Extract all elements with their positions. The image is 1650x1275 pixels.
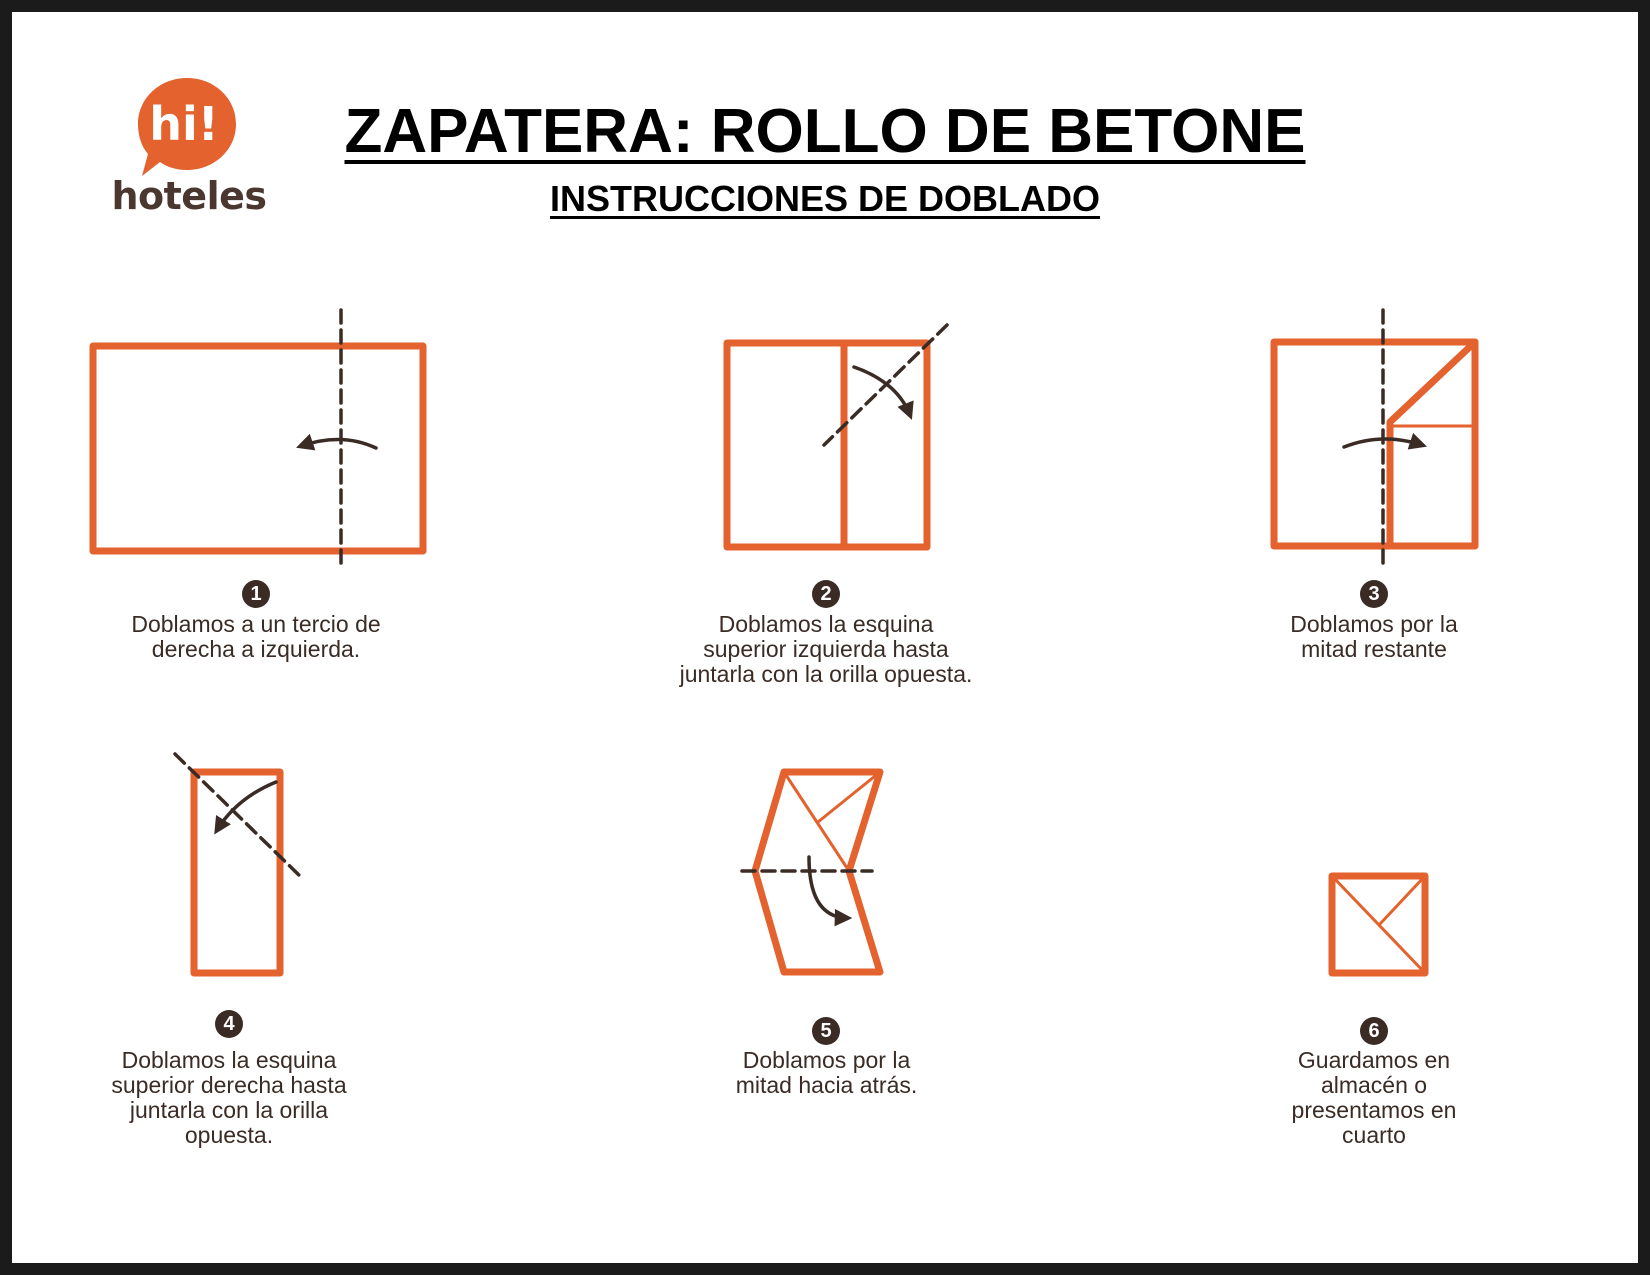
step-3-number: 3 (1360, 580, 1388, 608)
step-1-diagram (93, 310, 423, 567)
step-6-text: Guardamos en almacén o presentamos en cuarto (1291, 1047, 1457, 1148)
step-1-number: 1 (242, 580, 270, 608)
page-subtitle: INSTRUCCIONES DE DOBLADO (549, 178, 1101, 219)
step-1-text: Doblamos a un tercio de derecha a izquierda. (131, 611, 381, 662)
instruction-sheet (12, 12, 1638, 1263)
step-6-diagram (1332, 876, 1425, 973)
page-title: ZAPATERA: ROLLO DE BETONE (344, 97, 1306, 166)
fold-arrow-icon (809, 857, 847, 918)
step-2-diagram (727, 325, 947, 547)
step-4-text: Doblamos la esquina superior derecha hasta juntarla con la orilla opuesta. (111, 1047, 347, 1148)
step-2-text: Doblamos la esquina superior izquierda hasta juntarla con la orilla opuesta. (679, 611, 973, 687)
step-5-text: Doblamos por la mitad hacia atrás. (735, 1047, 918, 1098)
step-2-number: 2 (812, 580, 840, 608)
logo-wordmark: hoteles (111, 174, 267, 218)
step-4-diagram (175, 754, 303, 973)
step-4-number: 4 (215, 1010, 243, 1038)
step-5-number: 5 (812, 1017, 840, 1045)
step-6-number: 6 (1360, 1017, 1388, 1045)
fold-arrow-icon (301, 439, 376, 448)
step-3-diagram (1274, 310, 1475, 568)
logo-bubble-text: hi! (149, 97, 219, 151)
step-3-text: Doblamos por la mitad restante (1290, 611, 1458, 662)
step-5-diagram (742, 772, 880, 972)
